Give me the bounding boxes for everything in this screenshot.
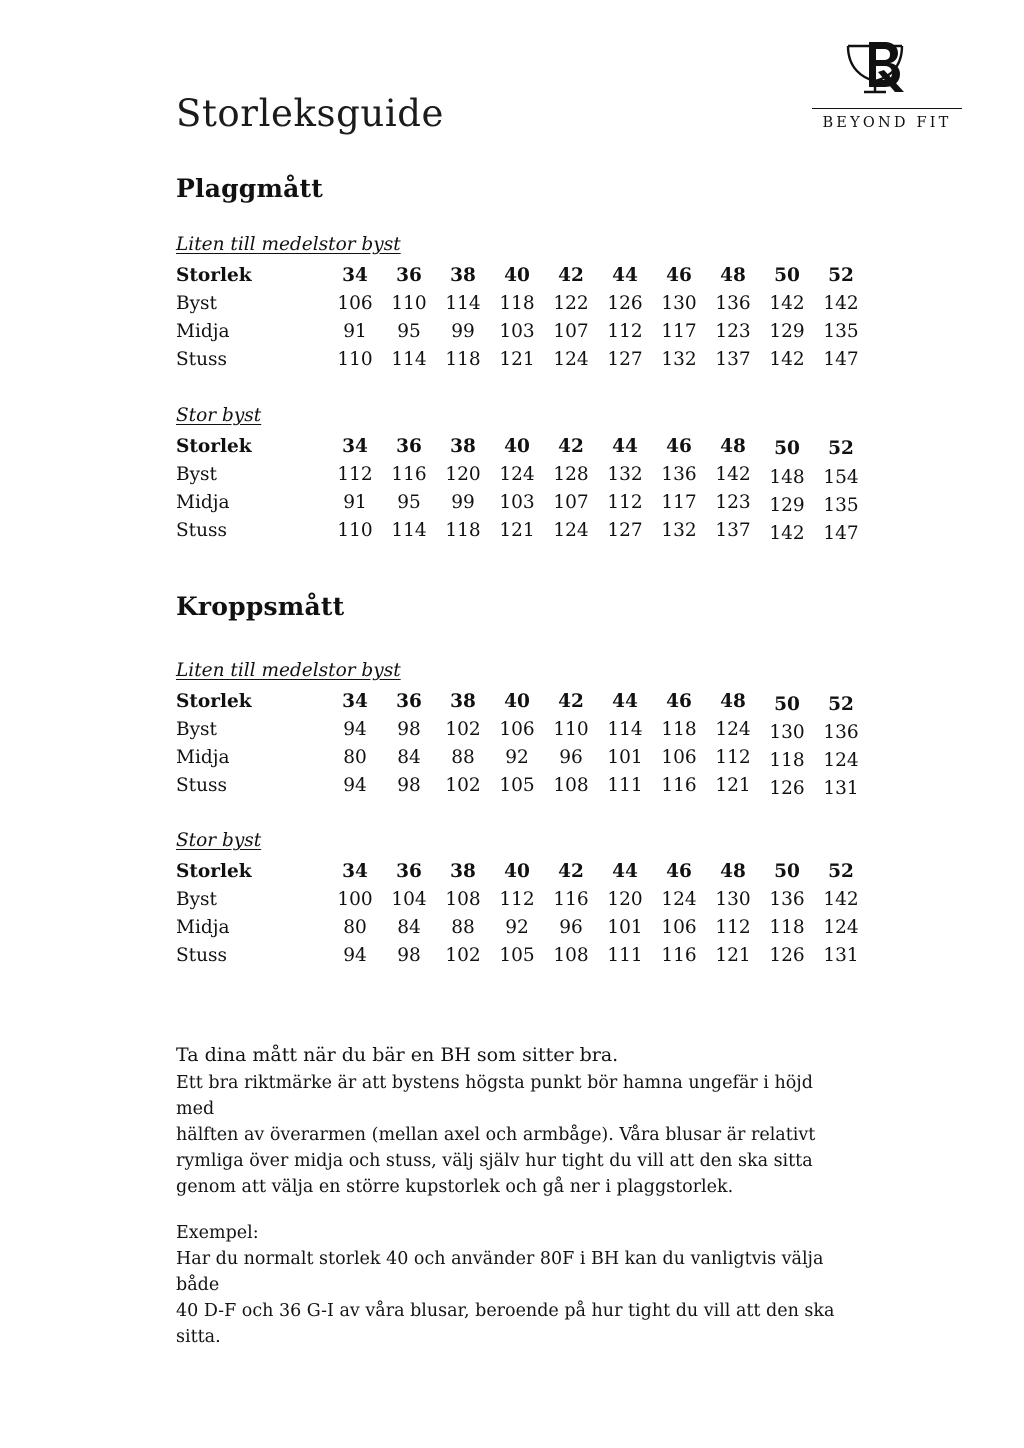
- column-header: 38: [450, 861, 476, 882]
- cell: 111: [607, 775, 643, 796]
- column-header: 42: [558, 691, 584, 712]
- cell: 96: [559, 917, 583, 938]
- cell: 101: [607, 917, 643, 938]
- cell: 148: [769, 467, 805, 488]
- page-title: Storleksguide: [176, 92, 445, 135]
- cell: 135: [823, 321, 859, 342]
- cell: 99: [451, 321, 475, 342]
- column-header: 36: [396, 861, 422, 882]
- cell: 103: [499, 321, 535, 342]
- section-heading-kroppsmatt: Kroppsmått: [176, 592, 345, 621]
- row-label: Midja: [176, 321, 230, 342]
- cell: 105: [499, 775, 535, 796]
- cell: 137: [715, 520, 751, 541]
- cell: 108: [553, 775, 589, 796]
- table-caption: Liten till medelstor byst: [176, 234, 401, 255]
- column-header: 50: [774, 861, 800, 882]
- column-header: 36: [396, 691, 422, 712]
- notes-spacer: [176, 1200, 836, 1220]
- cell: 137: [715, 349, 751, 370]
- cell: 130: [769, 722, 805, 743]
- cell: 112: [715, 747, 751, 768]
- cell: 108: [445, 889, 481, 910]
- example-label: Exempel:: [176, 1223, 259, 1243]
- cell: 132: [661, 520, 697, 541]
- column-header: 42: [558, 861, 584, 882]
- size-table-plagg-stor: [176, 433, 868, 545]
- column-header: 38: [450, 691, 476, 712]
- table-row: [176, 290, 868, 318]
- cell: 117: [661, 492, 697, 513]
- cell: 126: [769, 778, 805, 799]
- table-block-plagg-stor: [176, 405, 868, 545]
- table-row: [176, 716, 868, 744]
- cell: 94: [343, 945, 367, 966]
- cell: 118: [769, 750, 805, 771]
- example-line-1: Har du normalt storlek 40 och använder 80F i BH kan du vanligtvis välja både: [176, 1249, 824, 1295]
- cell: 121: [715, 775, 751, 796]
- table-row: [176, 489, 868, 517]
- column-header: Storlek: [176, 691, 252, 712]
- notes-line-2: hälften av överarmen (mellan axel och armbåge). Våra blusar är relativt: [176, 1125, 816, 1145]
- table-block-kropp-liten: [176, 660, 868, 800]
- row-label: Stuss: [176, 520, 228, 541]
- column-header: Storlek: [176, 265, 252, 286]
- cell: 108: [553, 945, 589, 966]
- cell: 127: [607, 349, 643, 370]
- column-header: 36: [396, 265, 422, 286]
- cell: 104: [391, 889, 427, 910]
- cell: 130: [715, 889, 751, 910]
- size-table-kropp-liten: [176, 688, 868, 800]
- table-row: [176, 914, 868, 942]
- size-table-kropp-stor: [176, 858, 868, 970]
- cell: 107: [553, 321, 589, 342]
- table-header-row: [176, 433, 868, 461]
- table-row: [176, 517, 868, 545]
- column-header: 48: [720, 861, 746, 882]
- column-header: 42: [558, 265, 584, 286]
- cell: 142: [823, 889, 859, 910]
- column-header: 36: [396, 436, 422, 457]
- table-row: [176, 772, 868, 800]
- cell: 118: [769, 917, 805, 938]
- cell: 105: [499, 945, 535, 966]
- column-header: 34: [342, 265, 368, 286]
- column-header: Storlek: [176, 861, 252, 882]
- cell: 121: [499, 349, 535, 370]
- logo-divider: [812, 108, 962, 109]
- cell: 114: [391, 349, 427, 370]
- cell: 110: [391, 293, 427, 314]
- cell: 124: [823, 917, 859, 938]
- cell: 101: [607, 747, 643, 768]
- column-header: 52: [828, 265, 854, 286]
- cell: 112: [607, 321, 643, 342]
- cell: 116: [391, 464, 427, 485]
- cell: 131: [823, 945, 859, 966]
- row-label: Midja: [176, 492, 230, 513]
- cell: 142: [769, 293, 805, 314]
- cell: 118: [445, 520, 481, 541]
- cell: 111: [607, 945, 643, 966]
- cell: 92: [505, 747, 529, 768]
- cell: 110: [337, 349, 373, 370]
- cell: 128: [553, 464, 589, 485]
- table-block-plagg-liten: [176, 234, 868, 374]
- row-label: Byst: [176, 293, 217, 314]
- table-header-row: [176, 858, 868, 886]
- cell: 112: [715, 917, 751, 938]
- cell: 95: [397, 492, 421, 513]
- cell: 110: [553, 719, 589, 740]
- cell: 106: [499, 719, 535, 740]
- cell: 124: [715, 719, 751, 740]
- cell: 118: [499, 293, 535, 314]
- cell: 118: [445, 349, 481, 370]
- cell: 120: [445, 464, 481, 485]
- table-block-kropp-stor: [176, 830, 868, 970]
- row-label: Midja: [176, 747, 230, 768]
- column-header: 44: [612, 265, 638, 286]
- column-header: 48: [720, 265, 746, 286]
- cell: 118: [661, 719, 697, 740]
- column-header: 52: [828, 694, 854, 715]
- column-header: 38: [450, 265, 476, 286]
- cell: 94: [343, 775, 367, 796]
- table-row: [176, 346, 868, 374]
- column-header: 48: [720, 691, 746, 712]
- cell: 112: [499, 889, 535, 910]
- cell: 129: [769, 495, 805, 516]
- row-label: Stuss: [176, 349, 228, 370]
- cell: 135: [823, 495, 859, 516]
- cell: 116: [661, 775, 697, 796]
- cell: 123: [715, 321, 751, 342]
- cell: 96: [559, 747, 583, 768]
- notes-lead: Ta dina mått när du bär en BH som sitter bra.: [176, 1044, 619, 1066]
- column-header: 48: [720, 436, 746, 457]
- cell: 124: [553, 349, 589, 370]
- cell: 124: [499, 464, 535, 485]
- table-header-row: [176, 262, 868, 290]
- table-row: [176, 318, 868, 346]
- cell: 112: [337, 464, 373, 485]
- beyond-fit-monogram-icon: [812, 34, 962, 106]
- cell: 94: [343, 719, 367, 740]
- cell: 142: [823, 293, 859, 314]
- cell: 102: [445, 945, 481, 966]
- cell: 124: [661, 889, 697, 910]
- column-header: 34: [342, 861, 368, 882]
- column-header: 40: [504, 436, 530, 457]
- column-header: 44: [612, 861, 638, 882]
- cell: 114: [445, 293, 481, 314]
- cell: 107: [553, 492, 589, 513]
- cell: 114: [391, 520, 427, 541]
- cell: 147: [823, 523, 859, 544]
- cell: 131: [823, 778, 859, 799]
- cell: 130: [661, 293, 697, 314]
- cell: 80: [343, 917, 367, 938]
- column-header: 52: [828, 438, 854, 459]
- cell: 123: [715, 492, 751, 513]
- column-header: 50: [774, 265, 800, 286]
- column-header: 50: [774, 694, 800, 715]
- cell: 142: [769, 349, 805, 370]
- cell: 122: [553, 293, 589, 314]
- cell: 110: [337, 520, 373, 541]
- cell: 129: [769, 321, 805, 342]
- brand-logo: [812, 34, 962, 131]
- table-header-row: [176, 688, 868, 716]
- cell: 142: [769, 523, 805, 544]
- cell: 127: [607, 520, 643, 541]
- column-header: 46: [666, 265, 692, 286]
- column-header: 40: [504, 265, 530, 286]
- cell: 102: [445, 775, 481, 796]
- cell: 126: [769, 945, 805, 966]
- cell: 112: [607, 492, 643, 513]
- cell: 103: [499, 492, 535, 513]
- cell: 117: [661, 321, 697, 342]
- cell: 132: [661, 349, 697, 370]
- column-header: 46: [666, 436, 692, 457]
- row-label: Byst: [176, 464, 217, 485]
- column-header: 40: [504, 861, 530, 882]
- notes-line-1: Ett bra riktmärke är att bystens högsta punkt bör hamna ungefär i höjd med: [176, 1073, 813, 1119]
- cell: 136: [715, 293, 751, 314]
- logo-wordmark: BEYOND FIT: [822, 115, 952, 131]
- column-header: 44: [612, 436, 638, 457]
- row-label: Byst: [176, 889, 217, 910]
- cell: 126: [607, 293, 643, 314]
- example-line-2: 40 D-F och 36 G-I av våra blusar, beroende på hur tight du vill att den ska sitta.: [176, 1301, 835, 1347]
- cell: 84: [397, 917, 421, 938]
- cell: 132: [607, 464, 643, 485]
- column-header: 44: [612, 691, 638, 712]
- table-row: [176, 942, 868, 970]
- cell: 98: [397, 945, 421, 966]
- column-header: 34: [342, 436, 368, 457]
- notes-line-4: genom att välja en större kupstorlek och gå ner i plaggstorlek.: [176, 1177, 734, 1197]
- column-header: 34: [342, 691, 368, 712]
- cell: 121: [499, 520, 535, 541]
- cell: 98: [397, 719, 421, 740]
- row-label: Midja: [176, 917, 230, 938]
- column-header: 52: [828, 861, 854, 882]
- cell: 106: [661, 917, 697, 938]
- cell: 142: [715, 464, 751, 485]
- column-header: 40: [504, 691, 530, 712]
- table-caption: Liten till medelstor byst: [176, 660, 401, 681]
- cell: 154: [823, 467, 859, 488]
- table-caption: Stor byst: [176, 405, 262, 426]
- cell: 106: [661, 747, 697, 768]
- cell: 120: [607, 889, 643, 910]
- cell: 116: [553, 889, 589, 910]
- cell: 136: [769, 889, 805, 910]
- cell: 124: [823, 750, 859, 771]
- cell: 88: [451, 917, 475, 938]
- cell: 95: [397, 321, 421, 342]
- column-header: 46: [666, 861, 692, 882]
- cell: 124: [553, 520, 589, 541]
- cell: 91: [343, 492, 367, 513]
- row-label: Stuss: [176, 775, 228, 796]
- section-heading-plaggmatt: Plaggmått: [176, 174, 324, 203]
- notes-line-3: rymliga över midja och stuss, välj själv hur tight du vill att den ska sitta: [176, 1151, 813, 1171]
- table-row: [176, 461, 868, 489]
- column-header: 46: [666, 691, 692, 712]
- cell: 80: [343, 747, 367, 768]
- cell: 100: [337, 889, 373, 910]
- table-row: [176, 744, 868, 772]
- cell: 136: [661, 464, 697, 485]
- cell: 136: [823, 722, 859, 743]
- column-header: 42: [558, 436, 584, 457]
- cell: 121: [715, 945, 751, 966]
- table-caption: Stor byst: [176, 830, 262, 851]
- row-label: Stuss: [176, 945, 228, 966]
- cell: 98: [397, 775, 421, 796]
- cell: 88: [451, 747, 475, 768]
- cell: 147: [823, 349, 859, 370]
- size-table-plagg-liten: [176, 262, 868, 374]
- cell: 102: [445, 719, 481, 740]
- cell: 114: [607, 719, 643, 740]
- measurement-notes: [176, 1040, 836, 1350]
- cell: 116: [661, 945, 697, 966]
- column-header: Storlek: [176, 436, 252, 457]
- row-label: Byst: [176, 719, 217, 740]
- column-header: 38: [450, 436, 476, 457]
- table-row: [176, 886, 868, 914]
- cell: 106: [337, 293, 373, 314]
- column-header: 50: [774, 438, 800, 459]
- cell: 99: [451, 492, 475, 513]
- cell: 92: [505, 917, 529, 938]
- cell: 91: [343, 321, 367, 342]
- cell: 84: [397, 747, 421, 768]
